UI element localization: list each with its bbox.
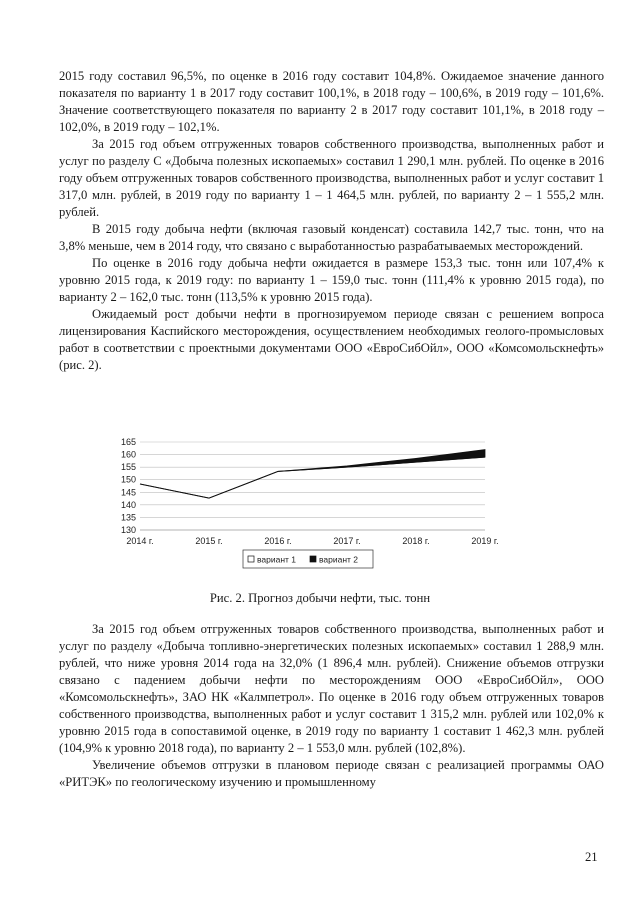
figure-caption: Рис. 2. Прогноз добычи нефти, тыс. тонн xyxy=(209,591,431,605)
x-tick-label: 2018 г. xyxy=(402,536,430,546)
y-tick-label: 155 xyxy=(120,462,136,473)
y-tick-label: 140 xyxy=(120,499,136,510)
legend-label-variant-1: вариант 1 xyxy=(257,554,297,565)
x-tick-label: 2016 г. xyxy=(264,536,292,546)
y-tick-label: 165 xyxy=(120,437,136,447)
x-tick-label: 2015 г. xyxy=(195,536,223,546)
paragraph: Ожидаемый рост добычи нефти в прогнозируемом периоде связан с решением вопроса лицензирования Каспийского месторождения, осуществлением необходимых геолого-промысловых работ в соответствии с проектными документами ООО «ЕвроСибОйл», ООО «Комсомольскнефть» (рис. 2). xyxy=(59,307,604,372)
paragraph: За 2015 год объем отгруженных товаров собственного производства, выполненных работ и услуг по разделу С «Добыча полезных ископаемых» составил 1 290,1 млн. рублей. По оценке в 2016 году объем отгруженных товаров собственного производства, выполненных работ и услуг составит 1 317,0 млн. рублей, в 2019 году по варианту 1 – 1 464,5 млн. рублей, по варианту 2 – 1 555,2 млн. рублей. xyxy=(59,137,604,219)
paragraph: В 2015 году добыча нефти (включая газовый конденсат) составила 142,7 тыс. тонн, что на 3,8% меньше, чем в 2014 году, что связано с выработанностью разрабатываемых месторождений. xyxy=(59,222,604,253)
x-tick-label: 2017 г. xyxy=(333,536,361,546)
y-tick-label: 150 xyxy=(120,474,136,485)
legend-swatch-variant-2 xyxy=(310,556,316,562)
x-tick-label: 2019 г. xyxy=(471,536,499,546)
series-area-variant-2 xyxy=(140,450,485,499)
page-number: 21 xyxy=(585,850,598,864)
y-tick-label: 130 xyxy=(120,525,136,535)
paragraph: По оценке в 2016 году добыча нефти ожидается в размере 153,3 тыс. тонн или 107,4% к уровню 2015 года, к 2019 году: по варианту 1 – 159,0 тыс. тонн (111,4% к уровню 2015 года), по варианту 2 – 162,0 тыс. тонн (113,5% к уровню 2015 года). xyxy=(59,256,604,304)
x-tick-label: 2014 г. xyxy=(126,536,154,546)
y-tick-label: 135 xyxy=(120,512,136,523)
legend-swatch-variant-1 xyxy=(248,556,254,562)
paragraph: 2015 году составил 96,5%, по оценке в 2016 году составит 104,8%. Ожидаемое значение данного показателя по варианту 1 в 2017 году составит 100,1%, в 2018 году – 100,6%, в 2019 году – 101,6%. Значение соответствующего показателя по варианту 2 в 2017 году составит 101,1%, в 2018 году – 102,0%, в 2019 году – 102,1%. xyxy=(59,69,604,134)
y-tick-label: 145 xyxy=(120,487,136,498)
legend-label-variant-2: вариант 2 xyxy=(319,554,359,565)
text-block-top xyxy=(59,68,604,374)
text-block-bottom xyxy=(59,621,604,791)
y-tick-label: 160 xyxy=(120,449,136,460)
paragraph: Увеличение объемов отгрузки в плановом периоде связан с реализацией программы ОАО «РИТЭК» по геологическому изучению и промышленному xyxy=(59,758,604,789)
paragraph: За 2015 год объем отгруженных товаров собственного производства, выполненных работ и услуг по разделу «Добыча топливно-энергетических полезных ископаемых» составил 1 288,9 млн. рублей, что ниже уровня 2014 года на 32,0% (1 896,4 млн. рублей). Снижение объемов отгрузки связано с падением добычи нефти по месторождениям ООО «ЕвроСибОйл», ООО «Комсомольскнефть», ЗАО НК «Калмпетрол». По оценке в 2016 году объем отгруженных товаров собственного производства, выполненных работ и услуг составит 1 315,2 млн. рублей или 102,0% к уровню 2015 года в сопоставимой оценке, в 2019 году по варианту 1 составит 1 462,3 млн. рублей (104,9% к уровню 2018 года), по варианту 2 – 1 553,0 млн. рублей (102,8%). xyxy=(59,622,604,755)
series-line-variant-1 xyxy=(140,457,485,498)
oil-production-chart xyxy=(95,432,505,582)
chart-svg xyxy=(95,432,505,582)
